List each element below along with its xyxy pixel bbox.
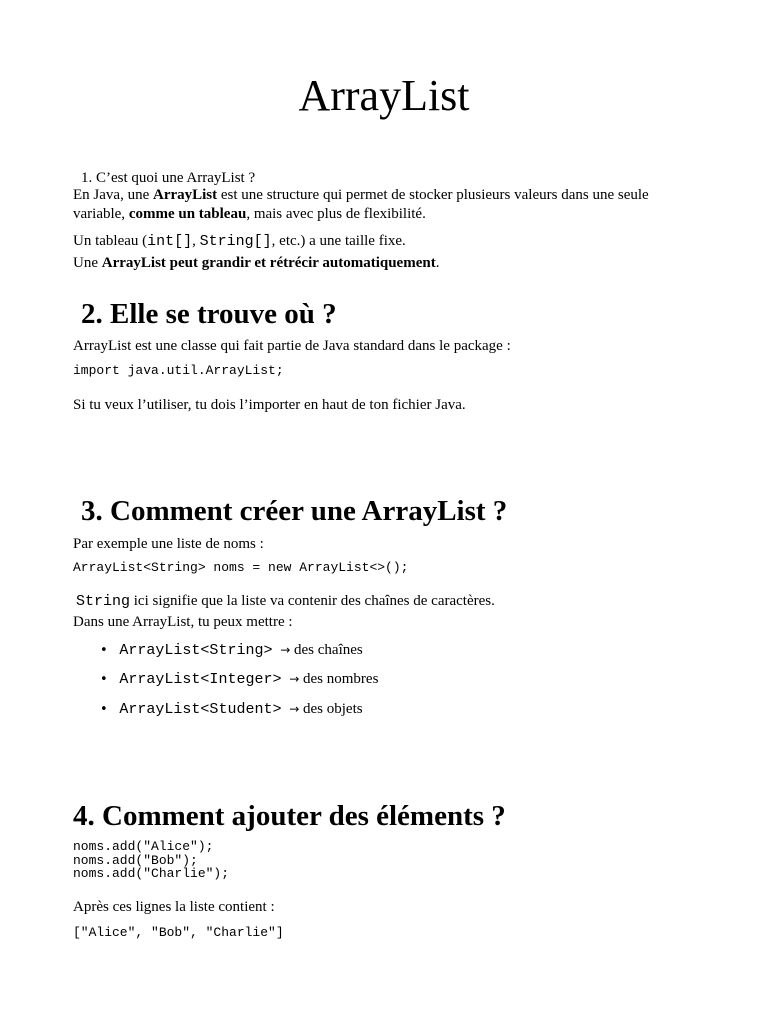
section4-paragraph1: Après ces lignes la liste contient :	[73, 899, 275, 915]
text-run: , mais avec plus de flexibilité.	[246, 206, 426, 222]
section2-heading: 2. Elle se trouve où ?	[81, 298, 337, 330]
section1-paragraph1-line2	[73, 205, 426, 224]
inline-code: String[]	[199, 233, 272, 250]
section1-paragraph3	[73, 254, 439, 273]
section3-heading: 3. Comment créer une ArrayList ?	[81, 495, 508, 527]
section4-heading: 4. Comment ajouter des éléments ?	[73, 800, 506, 832]
right-arrow-icon: →	[289, 702, 300, 716]
section4-code-line: noms.add("Charlie");	[73, 866, 230, 881]
inline-code: String	[76, 593, 131, 610]
section4-code-line: noms.add("Alice");	[73, 839, 214, 854]
text-run: ,	[192, 233, 200, 249]
list-item-text: des objets	[303, 701, 363, 717]
bullet-icon: •	[100, 643, 108, 658]
list-item-code: ArrayList<String>	[119, 642, 273, 659]
text-run: ici signifie que la liste va contenir des chaînes de caractères.	[130, 593, 495, 609]
bullet-icon: •	[100, 672, 108, 687]
list-item-code: ArrayList<Student>	[119, 701, 282, 718]
list-item	[100, 700, 363, 719]
list-item-text: des chaînes	[294, 642, 363, 658]
text-run: En Java, une	[73, 187, 153, 203]
section2-paragraph2: Si tu veux l’utiliser, tu dois l’importer en haut de ton fichier Java.	[73, 397, 466, 413]
text-run: Un tableau (	[73, 233, 148, 249]
list-item-code: ArrayList<Integer>	[119, 671, 282, 688]
section1-paragraph2	[73, 232, 406, 251]
list-item	[100, 641, 363, 660]
section2-code: import java.util.ArrayList;	[73, 363, 284, 378]
inline-code: int[]	[147, 233, 193, 250]
right-arrow-icon: →	[289, 672, 300, 686]
section1-paragraph1-line1	[73, 186, 649, 205]
section1-heading-text: C’est quoi une ArrayList ?	[96, 170, 256, 186]
section4-result-code: ["Alice", "Bob", "Charlie"]	[73, 925, 284, 940]
bold-term: comme un tableau	[128, 206, 247, 222]
bullet-icon: •	[100, 702, 108, 717]
list-item-text: des nombres	[303, 671, 379, 687]
section3-paragraph3: Dans une ArrayList, tu peux mettre :	[73, 614, 293, 630]
document-title: ArrayList	[298, 71, 470, 120]
bold-term: ArrayList	[152, 187, 218, 203]
bold-term: ArrayList peut grandir et rétrécir automatiquement	[101, 255, 436, 271]
text-run: est une structure qui permet de stocker plusieurs valeurs dans une seule	[217, 187, 649, 203]
text-run: Une	[73, 255, 102, 271]
section3-code: ArrayList<String> noms = new ArrayList<>();	[73, 560, 409, 575]
text-run: variable,	[73, 206, 129, 222]
section3-paragraph2	[76, 592, 495, 611]
section3-paragraph1: Par exemple une liste de noms :	[73, 536, 264, 552]
right-arrow-icon: →	[280, 643, 291, 657]
text-run: , etc.) a une taille fixe.	[271, 233, 406, 249]
section4-code-line: noms.add("Bob");	[73, 853, 198, 868]
section2-paragraph1: ArrayList est une classe qui fait partie de Java standard dans le package :	[73, 338, 511, 354]
list-item	[100, 670, 378, 689]
section1-number: 1.	[81, 170, 93, 186]
text-run: .	[435, 255, 440, 271]
